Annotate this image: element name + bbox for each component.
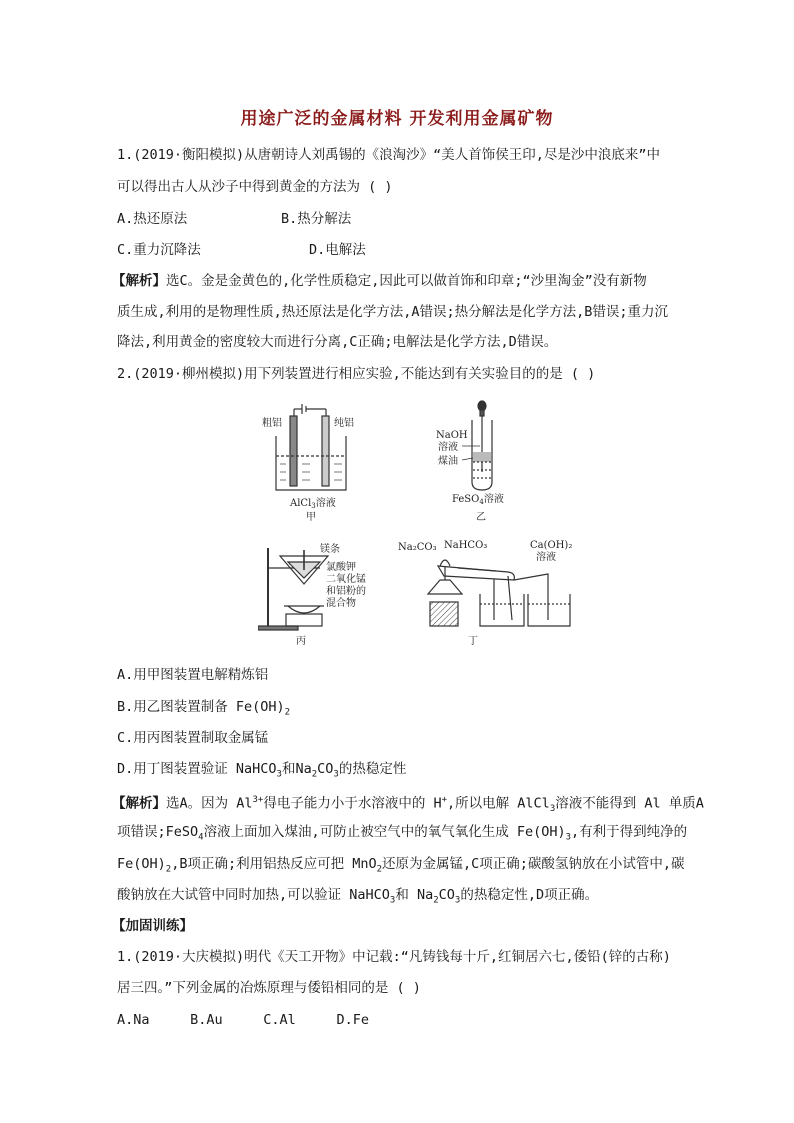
practice-heading: 【加固训练】 [112,918,193,934]
q2-stem: 2.(2019·柳州模拟)用下列装置进行相应实验,不能达到有关实验目的的是 ( ) [117,366,596,382]
figure-jia [276,404,346,490]
jia-name: 甲 [306,512,316,523]
ding-caoh2-label: Ca(OH)₂ [530,540,573,551]
jia-solution-label: AlCl$_3$溶液 [290,498,336,510]
q2-option-b: B.用乙图装置制备 $Fe(OH)_2$ [117,699,291,718]
bing-mg-label: 镁条 [320,544,340,555]
q1-stem-line2: 可以得出古人从沙子中得到黄金的方法为 ( ) [117,179,393,195]
q2-analysis-line2: 项错误;FeSO$_4$溶液上面加入煤油,可防止被空气中的氧气氧化生成 $Fe(OH)_3$,有利于得到纯净的 [117,824,688,843]
jia-right-label: 纯铝 [334,418,354,429]
yi-solution-label: FeSO$_4$溶液 [452,494,504,506]
ding-nahco3-label: NaHCO₃ [444,540,488,551]
q2-analysis-line3: $Fe(OH)_2,B$项正确;利用铝热反应可把 MnO$_2$还原为金属锰,C项正确;碳酸氢钠放在小试管中,碳 [117,856,685,875]
q1-option-c: C.重力沉降法 [117,242,201,258]
q2-apparatus-figure [258,398,578,654]
q1-stem-line1: 1.(2019·衡阳模拟)从唐朝诗人刘禹锡的《浪淘沙》“美人首饰侯王印,尽是沙中浪底来”中 [117,147,661,163]
yi-oil-label: 煤油 [438,456,458,467]
bing-mix-label-3: 和铝粉的 [326,586,366,597]
ding-caoh2-sol-label: 溶液 [536,552,556,563]
q1-analysis-line3: 降法,利用黄金的密度较大而进行分离,C正确;电解法是化学方法,D错误。 [117,334,558,350]
analysis-tag: 【解析】 [112,273,166,289]
yi-naoh-sol-label: 溶液 [438,442,458,453]
q2-option-a: A.用甲图装置电解精炼铝 [117,667,269,683]
figure-bing [258,548,328,630]
q2-option-c: C.用丙图装置制取金属锰 [117,730,269,746]
yi-name: 乙 [476,512,486,523]
analysis-tag: 【解析】 [112,795,166,812]
practice-stem-line2: 居三四。”下列金属的冶炼原理与倭铅相同的是 ( ) [117,980,421,996]
q1-analysis-line2: 质生成,利用的是物理性质,热还原法是化学方法,A错误;热分解法是化学方法,B错误;重力沉 [117,304,669,320]
bing-mix-label-4: 混合物 [326,598,356,609]
ding-na2co3-label: Na₂CO₃ [398,542,437,553]
q2-analysis-line4: 酸钠放在大试管中同时加热,可以验证 NaHCO$_3$和 $Na_2CO_3$的热稳定性,D项正确。 [117,887,599,906]
q1-option-b: B.热分解法 [281,211,352,227]
page-title: 用途广泛的金属材料 开发利用金属矿物 [240,109,554,129]
analysis-text: 选C。金是金黄色的,化学性质稳定,因此可以做首饰和印章;“沙里淘金”没有新物 [166,273,647,289]
q1-option-a: A.热还原法 [117,211,188,227]
q1-option-d: D.电解法 [309,242,366,258]
practice-options: A.Na B.Au C.Al D.Fe [117,1012,369,1028]
q1-analysis-line1 [112,272,647,290]
yi-naoh-label: NaOH [436,430,468,441]
bing-mix-label-2: 二氧化锰 [326,574,366,585]
practice-stem-line1: 1.(2019·大庆模拟)明代《天工开物》中记载:“凡铸钱每十斤,红铜居六七,倭铅(锌的古称) [117,949,671,965]
figure-ding [428,560,570,626]
ding-name: 丁 [468,636,478,647]
q2-analysis-line1: 【解析】选A。因为 $Al^{3+}$得电子能力小于水溶液中的 H+,所以电解 AlCl$_3$溶液不能得到 Al 单质A [112,795,704,815]
q2-option-d: D.用丁图装置验证 NaHCO$_3$和$Na_2CO_3$的热稳定性 [117,761,407,780]
figure-yi [472,401,492,490]
jia-left-label: 粗铝 [262,418,282,429]
bing-name: 丙 [296,636,306,647]
bing-mix-label-1: 氯酸钾 [326,562,356,573]
